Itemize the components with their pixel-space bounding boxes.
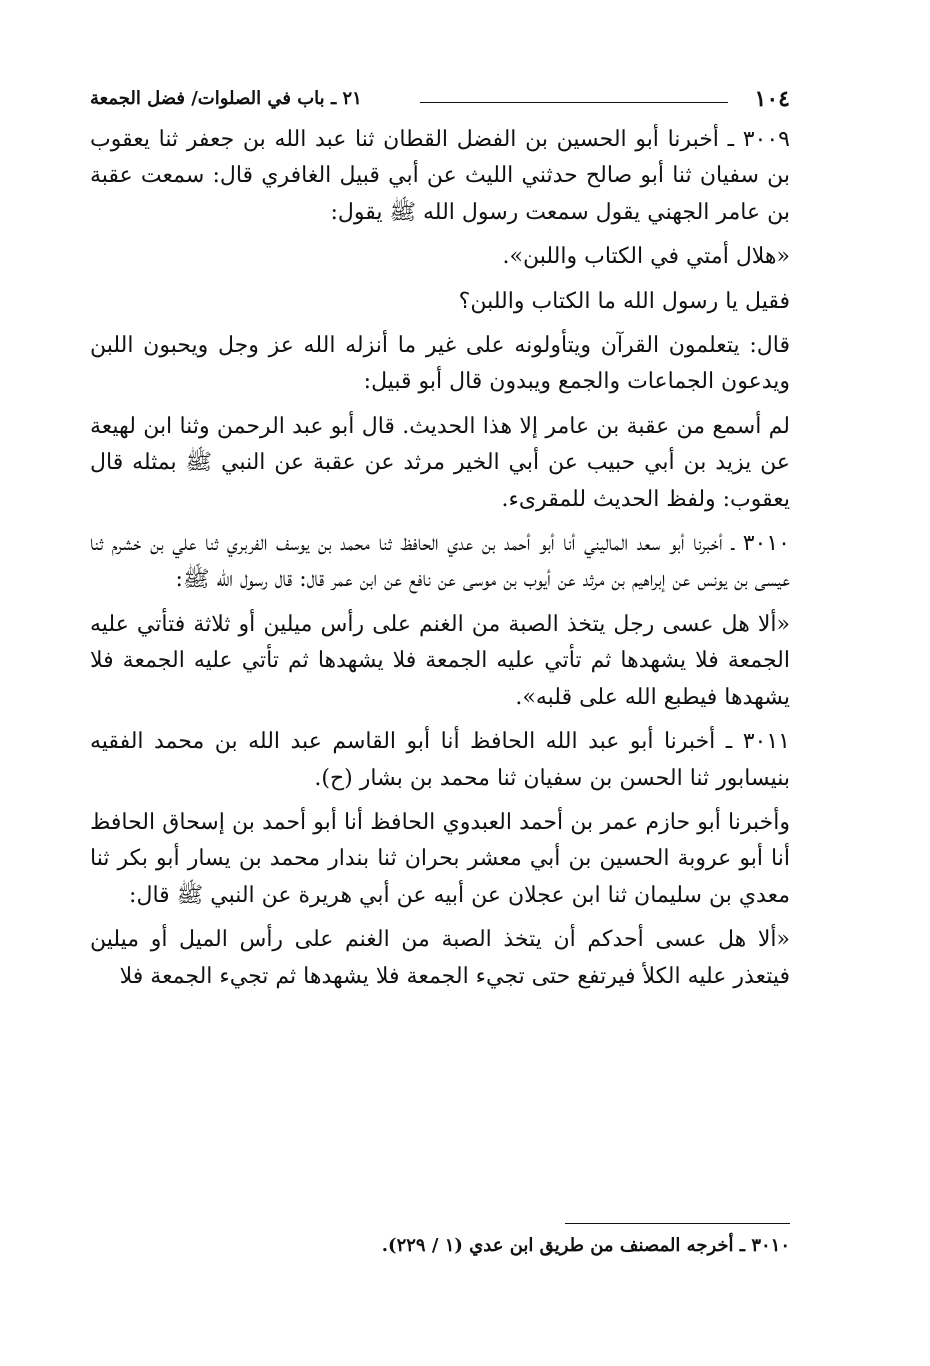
hadith-3011-second-isnad: وأخبرنا أبو حازم عمر بن أحمد العبدوي الحافظ أنا أبو أحمد بن إسحاق الحافظ أنا أبو عروبة الحسين بن أبي معشر بحران ثنا بندار محمد بن يسار أبو بكر ثنا معدي بن سليمان ثنا ابن عجلان عن أبيه عن أبي هريرة عن النبي ﷺ قال: [90,809,790,908]
page-header [90,80,790,122]
hadith-3009-note: لم أسمع من عقبة بن عامر إلا هذا الحديث. قال أبو عبد الرحمن وثنا ابن لهيعة عن يزيد بن أبي حبيب عن أبي الخير مرثد عن عقبة عن النبي ﷺ بمثله قال يعقوب: ولفظ الحديث للمقرىء. [90,413,790,512]
running-title: ٢١ ـ باب في الصلوات/ فضل الجمعة [90,88,362,109]
hadith-3011-matn: «ألا هل عسى أحدكم أن يتخذ الصبة من الغنم على رأس الميل أو ميلين فيتعذر عليه الكلأ فيرتفع حتى تجيء الجمعة فلا يشهدها ثم تجيء الجمعة فلا [90,927,790,989]
hadith-3009-answer: قال: يتعلمون القرآن ويتأولونه على غير ما أنزله الله عز وجل ويحبون اللبن ويدعون الجماعات والجمع ويبدون قال أبو قبيل: [90,333,790,395]
footnote: ٣٠١٠ ـ أخرجه المصنف من طريق ابن عدي (١ / ٢٢٩). [381,1235,790,1256]
document-page [90,80,790,1256]
body-text [90,122,790,995]
hadith-3009-matn: «هلال أمتي في الكتاب واللبن». [502,244,790,270]
hadith-3010-isnad: ٣٠١٠ ـ أخبرنا أبو سعد الماليني أنا أبو أحمد بن عدي الحافظ ثنا محمد بن يوسف الفربري ثنا علي بن خشرم ثنا عيسى بن يونس عن إبراهيم بن مرثد عن أيوب بن موسى عن نافع عن ابن عمر قال: قال رسول الله ﷺ: [90,531,790,593]
hadith-3009-isnad: ٣٠٠٩ ـ أخبرنا أبو الحسين بن الفضل القطان ثنا عبد الله بن جعفر ثنا يعقوب بن سفيان ثنا أبو صالح حدثني الليث عن أبي قبيل الغافري قال: سمعت عقبة بن عامر الجهني يقول سمعت رسول الله ﷺ يقول: [90,127,790,225]
footnote-rule [565,1223,790,1224]
hadith-3009-question: فقيل يا رسول الله ما الكتاب واللبن؟ [458,288,790,314]
hadith-3011-isnad: ٣٠١١ ـ أخبرنا أبو عبد الله الحافظ أنا أبو القاسم عبد الله بن محمد الفقيه بنيسابور ثنا الحسن بن سفيان ثنا محمد بن بشار (ح). [90,729,790,791]
header-rule [420,102,728,103]
page-number: ١٠٤ [754,86,790,112]
hadith-3010-matn: «ألا هل عسى رجل يتخذ الصبة من الغنم على رأس ميلين أو ثلاثة فتأتي عليه الجمعة فلا يشهدها ثم تأتي عليه الجمعة فلا يشهدها ثم تأتي عليه الجمعة فلا يشهدها فيطبع الله على قلبه». [90,611,790,710]
